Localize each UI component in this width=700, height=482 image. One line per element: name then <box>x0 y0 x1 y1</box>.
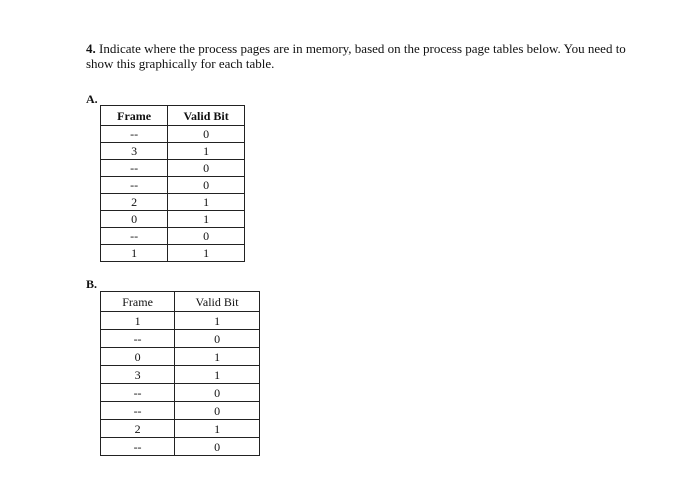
table-row <box>101 384 260 402</box>
table-row <box>101 420 260 438</box>
question-body: Indicate where the process pages are in memory, based on the process page tables below. You need to show this graphically for each table. <box>86 41 626 71</box>
valid-bit-cell: 0 <box>175 330 260 348</box>
table-a-label: A. <box>86 92 98 106</box>
valid-bit-cell: 1 <box>175 366 260 384</box>
frame-cell: -- <box>101 160 168 177</box>
valid-bit-cell: 1 <box>175 312 260 330</box>
page-table-a <box>100 105 245 262</box>
table-row <box>101 245 245 262</box>
table-row <box>101 438 260 456</box>
valid-bit-cell: 0 <box>168 126 245 143</box>
table-row <box>101 194 245 211</box>
valid-bit-cell: 1 <box>168 194 245 211</box>
valid-bit-header: Valid Bit <box>168 106 245 126</box>
valid-bit-cell: 1 <box>175 348 260 366</box>
question-number: 4. <box>86 41 96 56</box>
valid-bit-cell: 0 <box>168 228 245 245</box>
frame-cell: -- <box>101 384 175 402</box>
frame-cell: 2 <box>101 194 168 211</box>
valid-bit-cell: 0 <box>168 160 245 177</box>
frame-cell: 0 <box>101 211 168 228</box>
frame-cell: 1 <box>101 312 175 330</box>
table-row <box>101 177 245 194</box>
table-b-label: B. <box>86 277 98 291</box>
frame-cell: 2 <box>101 420 175 438</box>
table-row <box>101 348 260 366</box>
table-row <box>101 160 245 177</box>
frame-cell: -- <box>101 402 175 420</box>
frame-cell: -- <box>101 330 175 348</box>
valid-bit-cell: 0 <box>175 402 260 420</box>
question-text <box>86 41 656 71</box>
valid-bit-cell: 1 <box>175 420 260 438</box>
valid-bit-header: Valid Bit <box>175 292 260 312</box>
valid-bit-cell: 1 <box>168 211 245 228</box>
frame-cell: 3 <box>101 143 168 160</box>
frame-cell: -- <box>101 126 168 143</box>
table-row <box>101 312 260 330</box>
frame-header: Frame <box>101 292 175 312</box>
table-row <box>101 228 245 245</box>
table-row <box>101 402 260 420</box>
valid-bit-cell: 0 <box>175 384 260 402</box>
table-row <box>101 366 260 384</box>
table-row <box>101 211 245 228</box>
table-row <box>101 330 260 348</box>
table-header-row <box>101 292 260 312</box>
frame-cell: -- <box>101 228 168 245</box>
valid-bit-cell: 1 <box>168 245 245 262</box>
table-row <box>101 143 245 160</box>
table-header-row <box>101 106 245 126</box>
frame-cell: 3 <box>101 366 175 384</box>
valid-bit-cell: 0 <box>168 177 245 194</box>
frame-cell: 0 <box>101 348 175 366</box>
page-table-b <box>100 291 260 456</box>
frame-header: Frame <box>101 106 168 126</box>
frame-cell: -- <box>101 438 175 456</box>
table-row <box>101 126 245 143</box>
valid-bit-cell: 0 <box>175 438 260 456</box>
frame-cell: -- <box>101 177 168 194</box>
frame-cell: 1 <box>101 245 168 262</box>
valid-bit-cell: 1 <box>168 143 245 160</box>
